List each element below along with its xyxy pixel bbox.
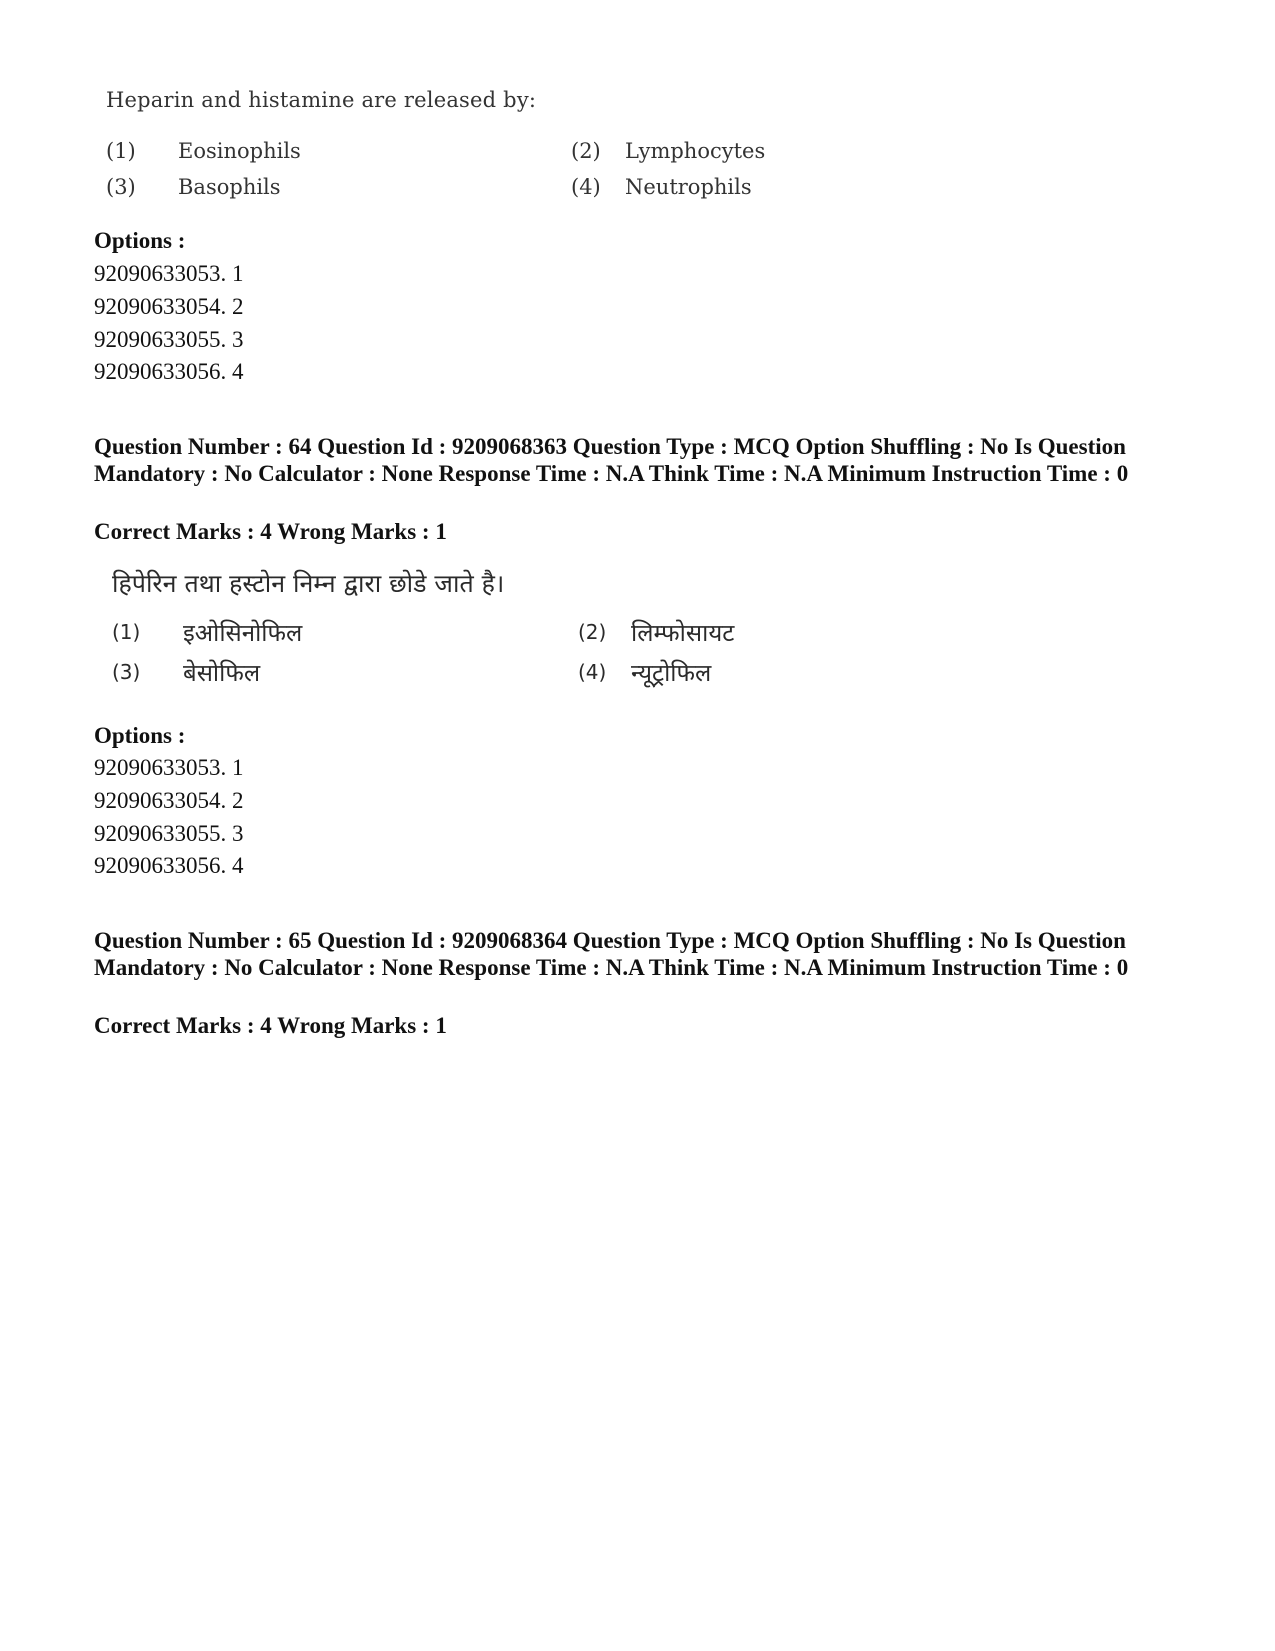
choice-text: इओसिनोफिल <box>183 619 303 647</box>
question-stem-hindi: हिपेरिन तथा हस्टोन निम्न द्वारा छोडे जाते है। <box>112 569 505 598</box>
question-meta: Question Number : 65 Question Id : 9209068364 Question Type : MCQ Option Shuffling : No Is Question Mandatory : No Calculator : None Response Time : N.A Think Time : N.A Minimum Instruction Time : 0 <box>94 928 1129 980</box>
option-id-line: 92090633056. 4 <box>94 853 244 878</box>
choice-text: बेसोफिल <box>183 659 261 687</box>
option-id-line: 92090633055. 3 <box>94 821 244 846</box>
choice-number: (4) <box>571 175 601 199</box>
choice-text: Basophils <box>178 175 281 199</box>
choice-number: (3) <box>106 175 136 199</box>
question-meta: Question Number : 64 Question Id : 9209068363 Question Type : MCQ Option Shuffling : No Is Question Mandatory : No Calculator : None Response Time : N.A Think Time : N.A Minimum Instruction Time : 0 <box>94 434 1129 486</box>
options-heading: Options : <box>94 228 186 253</box>
choice-number: (1) <box>106 139 136 163</box>
choice-text: न्यूट्रोफिल <box>631 659 712 687</box>
choice-text: Lymphocytes <box>625 139 766 163</box>
option-id-line: 92090633056. 4 <box>94 359 244 384</box>
choice-number: (2) <box>578 620 607 644</box>
option-id-line: 92090633053. 1 <box>94 261 244 286</box>
choice-number: (3) <box>112 660 141 684</box>
choice-number: (2) <box>571 139 601 163</box>
choice-text: लिम्फोसायट <box>631 619 735 647</box>
marks-line: Correct Marks : 4 Wrong Marks : 1 <box>94 519 447 544</box>
options-heading: Options : <box>94 723 186 748</box>
choice-text: Neutrophils <box>625 175 752 199</box>
option-id-line: 92090633054. 2 <box>94 294 244 319</box>
choice-text: Eosinophils <box>178 139 301 163</box>
option-id-line: 92090633054. 2 <box>94 788 244 813</box>
option-id-line: 92090633055. 3 <box>94 327 244 352</box>
choice-number: (1) <box>112 620 141 644</box>
choice-number: (4) <box>578 660 607 684</box>
question-stem-english: Heparin and histamine are released by: <box>106 88 537 112</box>
option-id-line: 92090633053. 1 <box>94 755 244 780</box>
marks-line: Correct Marks : 4 Wrong Marks : 1 <box>94 1013 447 1038</box>
